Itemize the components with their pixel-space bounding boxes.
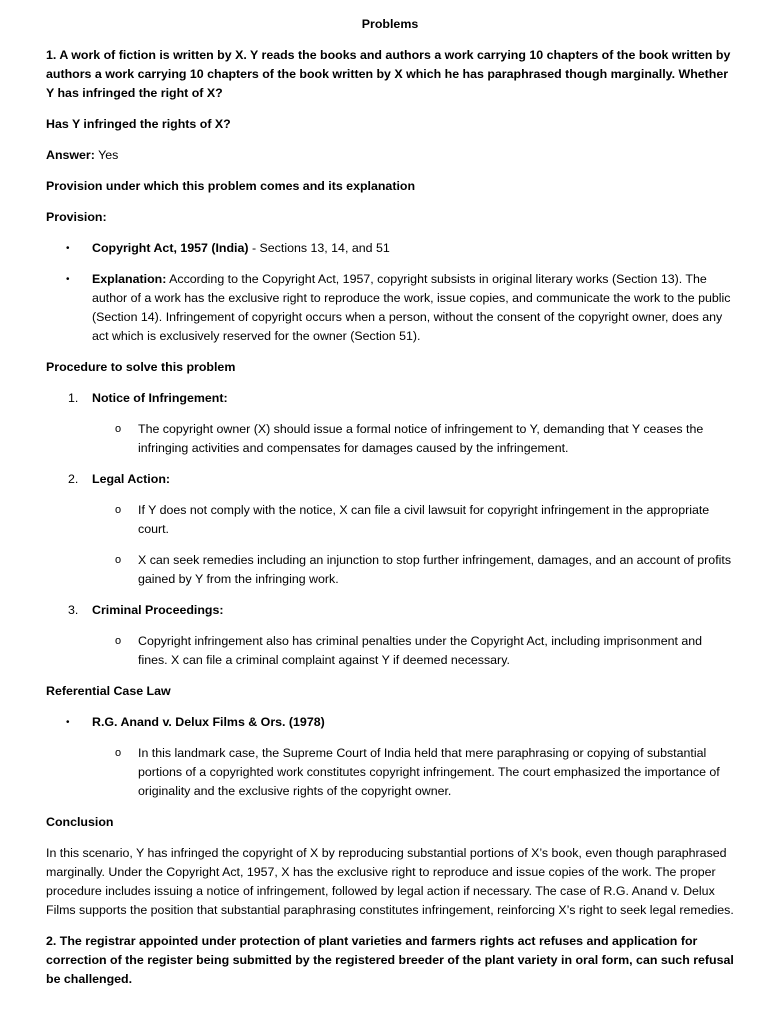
question-1-ask: Has Y infringed the rights of X? bbox=[46, 117, 231, 131]
provision-label: Provision: bbox=[46, 210, 107, 224]
case-text: In this landmark case, the Supreme Court of India held that mere paraphrasing or copying of substantial portions of a copyrighted work constitutes copyright infringement. The court emphasized the importance of originality and the exclusive rights of the copyright owner. bbox=[138, 746, 720, 798]
sub-bullet-icon: o bbox=[115, 635, 122, 647]
conclusion-text: In this scenario, Y has infringed the copyright of X by reproducing substantial portions of X’s book, even though paraphrased marginally. Under the Copyright Act, 1957, X has the exclusive right to reproduce and issue copies of the work. The proper procedure includes issuing a notice of infringement, followed by legal action if necessary. The case of R.G. Anand v. Delux Films supports the position that substantial paraphrasing constitutes infringement, reinforcing X’s right to seek legal remedies. bbox=[46, 846, 734, 917]
step-item bbox=[46, 601, 734, 620]
case-sub-item bbox=[46, 744, 734, 801]
provision-item-lead: Explanation: bbox=[92, 272, 167, 286]
question-1: 1. A work of fiction is written by X. Y reads the books and authors a work carrying 10 chapters of the book written by authors a work carrying 10 chapters of the book written by X which he has paraphrased though marginally. Whether Y has infringed the right of X? bbox=[46, 48, 731, 100]
bullet-icon: • bbox=[66, 274, 70, 285]
bullet-icon: • bbox=[66, 243, 70, 254]
provision-item bbox=[46, 270, 734, 346]
provision-heading: Provision under which this problem comes and its explanation bbox=[46, 179, 416, 193]
step-label: Notice of Infringement: bbox=[92, 391, 228, 405]
bullet-icon: • bbox=[66, 717, 70, 728]
step-sub-item bbox=[46, 420, 734, 458]
step-sub-text: Copyright infringement also has criminal penalties under the Copyright Act, including imprisonment and fines. X can file a criminal complaint against Y if deemed necessary. bbox=[138, 634, 703, 667]
step-sub-item bbox=[46, 632, 734, 670]
procedure-heading: Procedure to solve this problem bbox=[46, 360, 236, 374]
step-sub-text: If Y does not comply with the notice, X can file a civil lawsuit for copyright infringement in the appropriate court. bbox=[138, 503, 710, 536]
provision-item-text: - Sections 13, 14, and 51 bbox=[248, 241, 390, 255]
answer-label: Answer: bbox=[46, 148, 95, 162]
sub-bullet-icon: o bbox=[115, 554, 122, 566]
provision-item-lead: Copyright Act, 1957 (India) bbox=[92, 241, 249, 255]
step-number: 3. bbox=[68, 603, 79, 617]
conclusion-heading: Conclusion bbox=[46, 815, 114, 829]
sub-bullet-icon: o bbox=[115, 504, 122, 516]
question-2: 2. The registrar appointed under protection of plant varieties and farmers rights act refuses and application for correction of the register being submitted by the registered breeder of the plant variety in oral form, can such refusal be challenged. bbox=[46, 934, 734, 986]
case-item bbox=[46, 713, 734, 732]
step-sub-item bbox=[46, 501, 734, 539]
step-number: 1. bbox=[68, 391, 79, 405]
document-page bbox=[46, 15, 734, 1001]
answer-line bbox=[46, 146, 734, 165]
step-sub-text: X can seek remedies including an injunction to stop further infringement, damages, and an account of profits gained by Y from the infringing work. bbox=[138, 553, 732, 586]
case-name: R.G. Anand v. Delux Films & Ors. (1978) bbox=[92, 715, 325, 729]
step-label: Criminal Proceedings: bbox=[92, 603, 224, 617]
provision-item bbox=[46, 239, 734, 258]
answer-value: Yes bbox=[98, 148, 119, 162]
step-item bbox=[46, 389, 734, 408]
sub-bullet-icon: o bbox=[115, 747, 122, 759]
step-item bbox=[46, 470, 734, 489]
step-sub-item bbox=[46, 551, 734, 589]
step-label: Legal Action: bbox=[92, 472, 171, 486]
provision-item-text: According to the Copyright Act, 1957, copyright subsists in original literary works (Section 13). The author of a work has the exclusive right to reproduce the work, issue copies, and communicate the work to the public (Section 14). Infringement of copyright occurs when a person, without the consent of the copyright owner, does any act which is exclusively reserved for the owner (Section 51). bbox=[92, 272, 731, 343]
page-title: Problems bbox=[361, 17, 419, 31]
step-number: 2. bbox=[68, 472, 79, 486]
case-heading: Referential Case Law bbox=[46, 684, 171, 698]
step-sub-text: The copyright owner (X) should issue a formal notice of infringement to Y, demanding that Y ceases the infringing activities and compensates for damages caused by the infringement. bbox=[138, 422, 704, 455]
sub-bullet-icon: o bbox=[115, 423, 122, 435]
